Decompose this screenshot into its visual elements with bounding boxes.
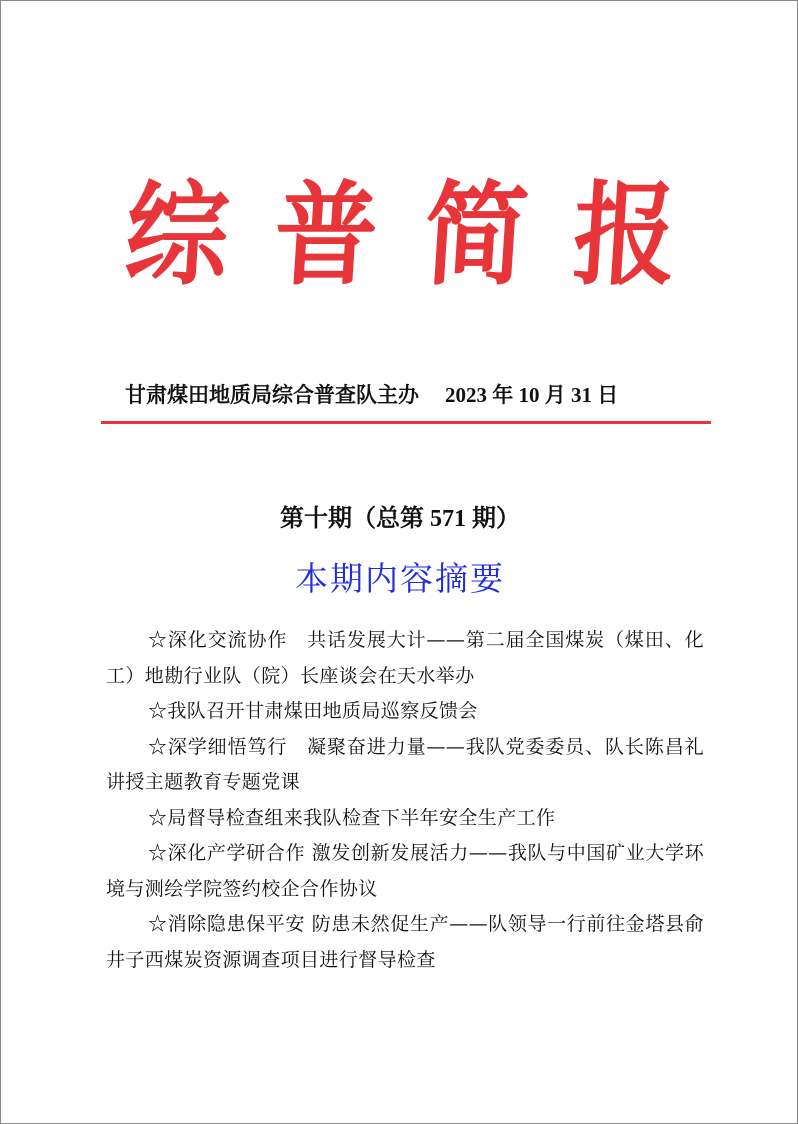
- summary-item: ☆深化产学研合作 激发创新发展活力——我队与中国矿业大学环境与测绘学院签约校企合作协议: [106, 842, 704, 900]
- masthead-char: 普: [270, 170, 383, 301]
- summary-item: ☆局督导检查组来我队检查下半年安全生产工作: [148, 806, 556, 829]
- masthead-char: 报: [569, 170, 681, 301]
- summary-item: ☆我队召开甘肃煤田地质局巡察反馈会: [148, 700, 478, 722]
- header-divider: [101, 421, 711, 424]
- summary-item: ☆消除隐患保平安 防患未然促生产——队领导一行前往金塔县俞井子西煤炭资源调查项目进行督导检查: [106, 913, 704, 971]
- issue-number: 第十期（总第 571 期）: [280, 506, 520, 532]
- summary-list: [106, 623, 704, 978]
- publish-date: 2023 年 10 月 31 日: [445, 383, 619, 407]
- summary-item: ☆深化交流协作 共话发展大计——第二届全国煤炭（煤田、化工）地勘行业队（院）长座谈会在天水举办: [106, 629, 704, 687]
- publisher-line: [125, 379, 618, 409]
- summary-heading: 本期内容摘要: [295, 559, 505, 598]
- masthead-char: 简: [419, 170, 532, 301]
- summary-item: ☆深学细悟笃行 凝聚奋进力量——我队党委委员、队长陈昌礼讲授主题教育专题党课: [106, 735, 704, 793]
- masthead-title: [121, 170, 681, 301]
- masthead-char: 综: [121, 170, 233, 301]
- publisher-organizer: 甘肃煤田地质局综合普查队主办: [125, 383, 419, 407]
